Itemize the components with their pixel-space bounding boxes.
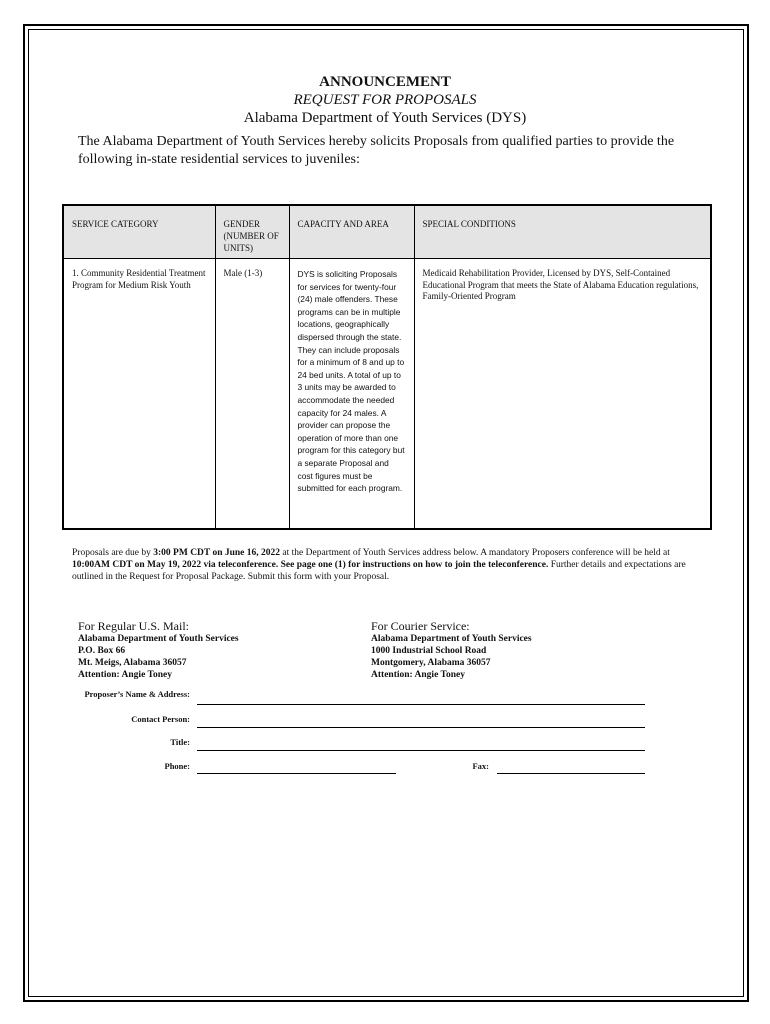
cell-category: 1. Community Residential Treatment Program for Medium Risk Youth bbox=[63, 259, 215, 530]
fax-field[interactable] bbox=[497, 773, 645, 774]
proposer-name-field[interactable] bbox=[197, 704, 645, 705]
proposer-name-label: Proposer’s Name & Address: bbox=[84, 689, 190, 699]
phone-label: Phone: bbox=[164, 761, 190, 771]
notice-text-2: at the Department of Youth Services address below. A mandatory Proposers conference will be held at bbox=[280, 548, 670, 558]
title-label: Title: bbox=[170, 737, 190, 747]
deadline-notice bbox=[72, 547, 692, 583]
mail-line: Attention: Angie Toney bbox=[78, 670, 172, 680]
rfp-subheading: REQUEST FOR PROPOSALS bbox=[293, 92, 477, 108]
contact-person-label: Contact Person: bbox=[131, 714, 190, 724]
courier-line: Attention: Angie Toney bbox=[371, 670, 465, 680]
notice-due-date: 3:00 PM CDT on June 16, 2022 bbox=[153, 548, 281, 558]
table-row bbox=[63, 259, 711, 530]
notice-text-3: Further details and expectations are outlined in the Request for Proposal Package. Submit this form with your Proposal. bbox=[72, 560, 686, 582]
phone-field[interactable] bbox=[197, 773, 396, 774]
header-service-category: SERVICE CATEGORY bbox=[63, 205, 215, 259]
courier-address-block bbox=[371, 620, 532, 681]
courier-line: 1000 Industrial School Road bbox=[371, 646, 487, 656]
cell-gender: Male (1-3) bbox=[215, 259, 289, 530]
services-table bbox=[62, 204, 712, 530]
courier-line: Alabama Department of Youth Services bbox=[371, 634, 532, 644]
agency-heading: Alabama Department of Youth Services (DYS) bbox=[243, 110, 527, 126]
contact-person-field[interactable] bbox=[197, 727, 645, 728]
intro-paragraph: The Alabama Department of Youth Services hereby solicits Proposals from qualified parties to provide the following in-state residential services to juveniles: bbox=[78, 134, 675, 167]
courier-label: For Courier Service: bbox=[371, 619, 470, 633]
mail-line: P.O. Box 66 bbox=[78, 646, 126, 656]
header-gender: GENDER (NUMBER OF UNITS) bbox=[215, 205, 289, 259]
mail-label: For Regular U.S. Mail: bbox=[78, 619, 189, 633]
mail-address-block bbox=[78, 620, 239, 681]
courier-line: Montgomery, Alabama 36057 bbox=[371, 658, 491, 668]
header-capacity: CAPACITY AND AREA bbox=[289, 205, 414, 259]
cell-capacity: DYS is soliciting Proposals for services for twenty-four (24) male offenders. These programs can be in multiple locations, geographically dispersed through the state. They can include proposals for a minimum of 8 and up to 24 bed units. A total of up to 3 units may be awarded to accommodate the needed capacity for 24 males. A provider can propose the operation of more than one program for this category but a separate Proposal and cost figures must be submitted for each program. bbox=[289, 259, 414, 530]
cell-conditions: Medicaid Rehabilitation Provider, Licensed by DYS, Self-Contained Educational Program that meets the State of Alabama Education regulations, Family-Oriented Program bbox=[414, 259, 711, 530]
mail-line: Alabama Department of Youth Services bbox=[78, 634, 239, 644]
table-header-row bbox=[63, 205, 711, 259]
mail-line: Mt. Meigs, Alabama 36057 bbox=[78, 658, 187, 668]
fax-label: Fax: bbox=[472, 761, 489, 771]
announcement-heading: ANNOUNCEMENT bbox=[319, 74, 451, 90]
title-field[interactable] bbox=[197, 750, 645, 751]
header-special-conditions: SPECIAL CONDITIONS bbox=[414, 205, 711, 259]
notice-text-1: Proposals are due by bbox=[72, 548, 154, 558]
notice-conference: 10:00AM CDT on May 19, 2022 via teleconference. See page one (1) for instructions on how to join the teleconference. bbox=[72, 560, 549, 570]
